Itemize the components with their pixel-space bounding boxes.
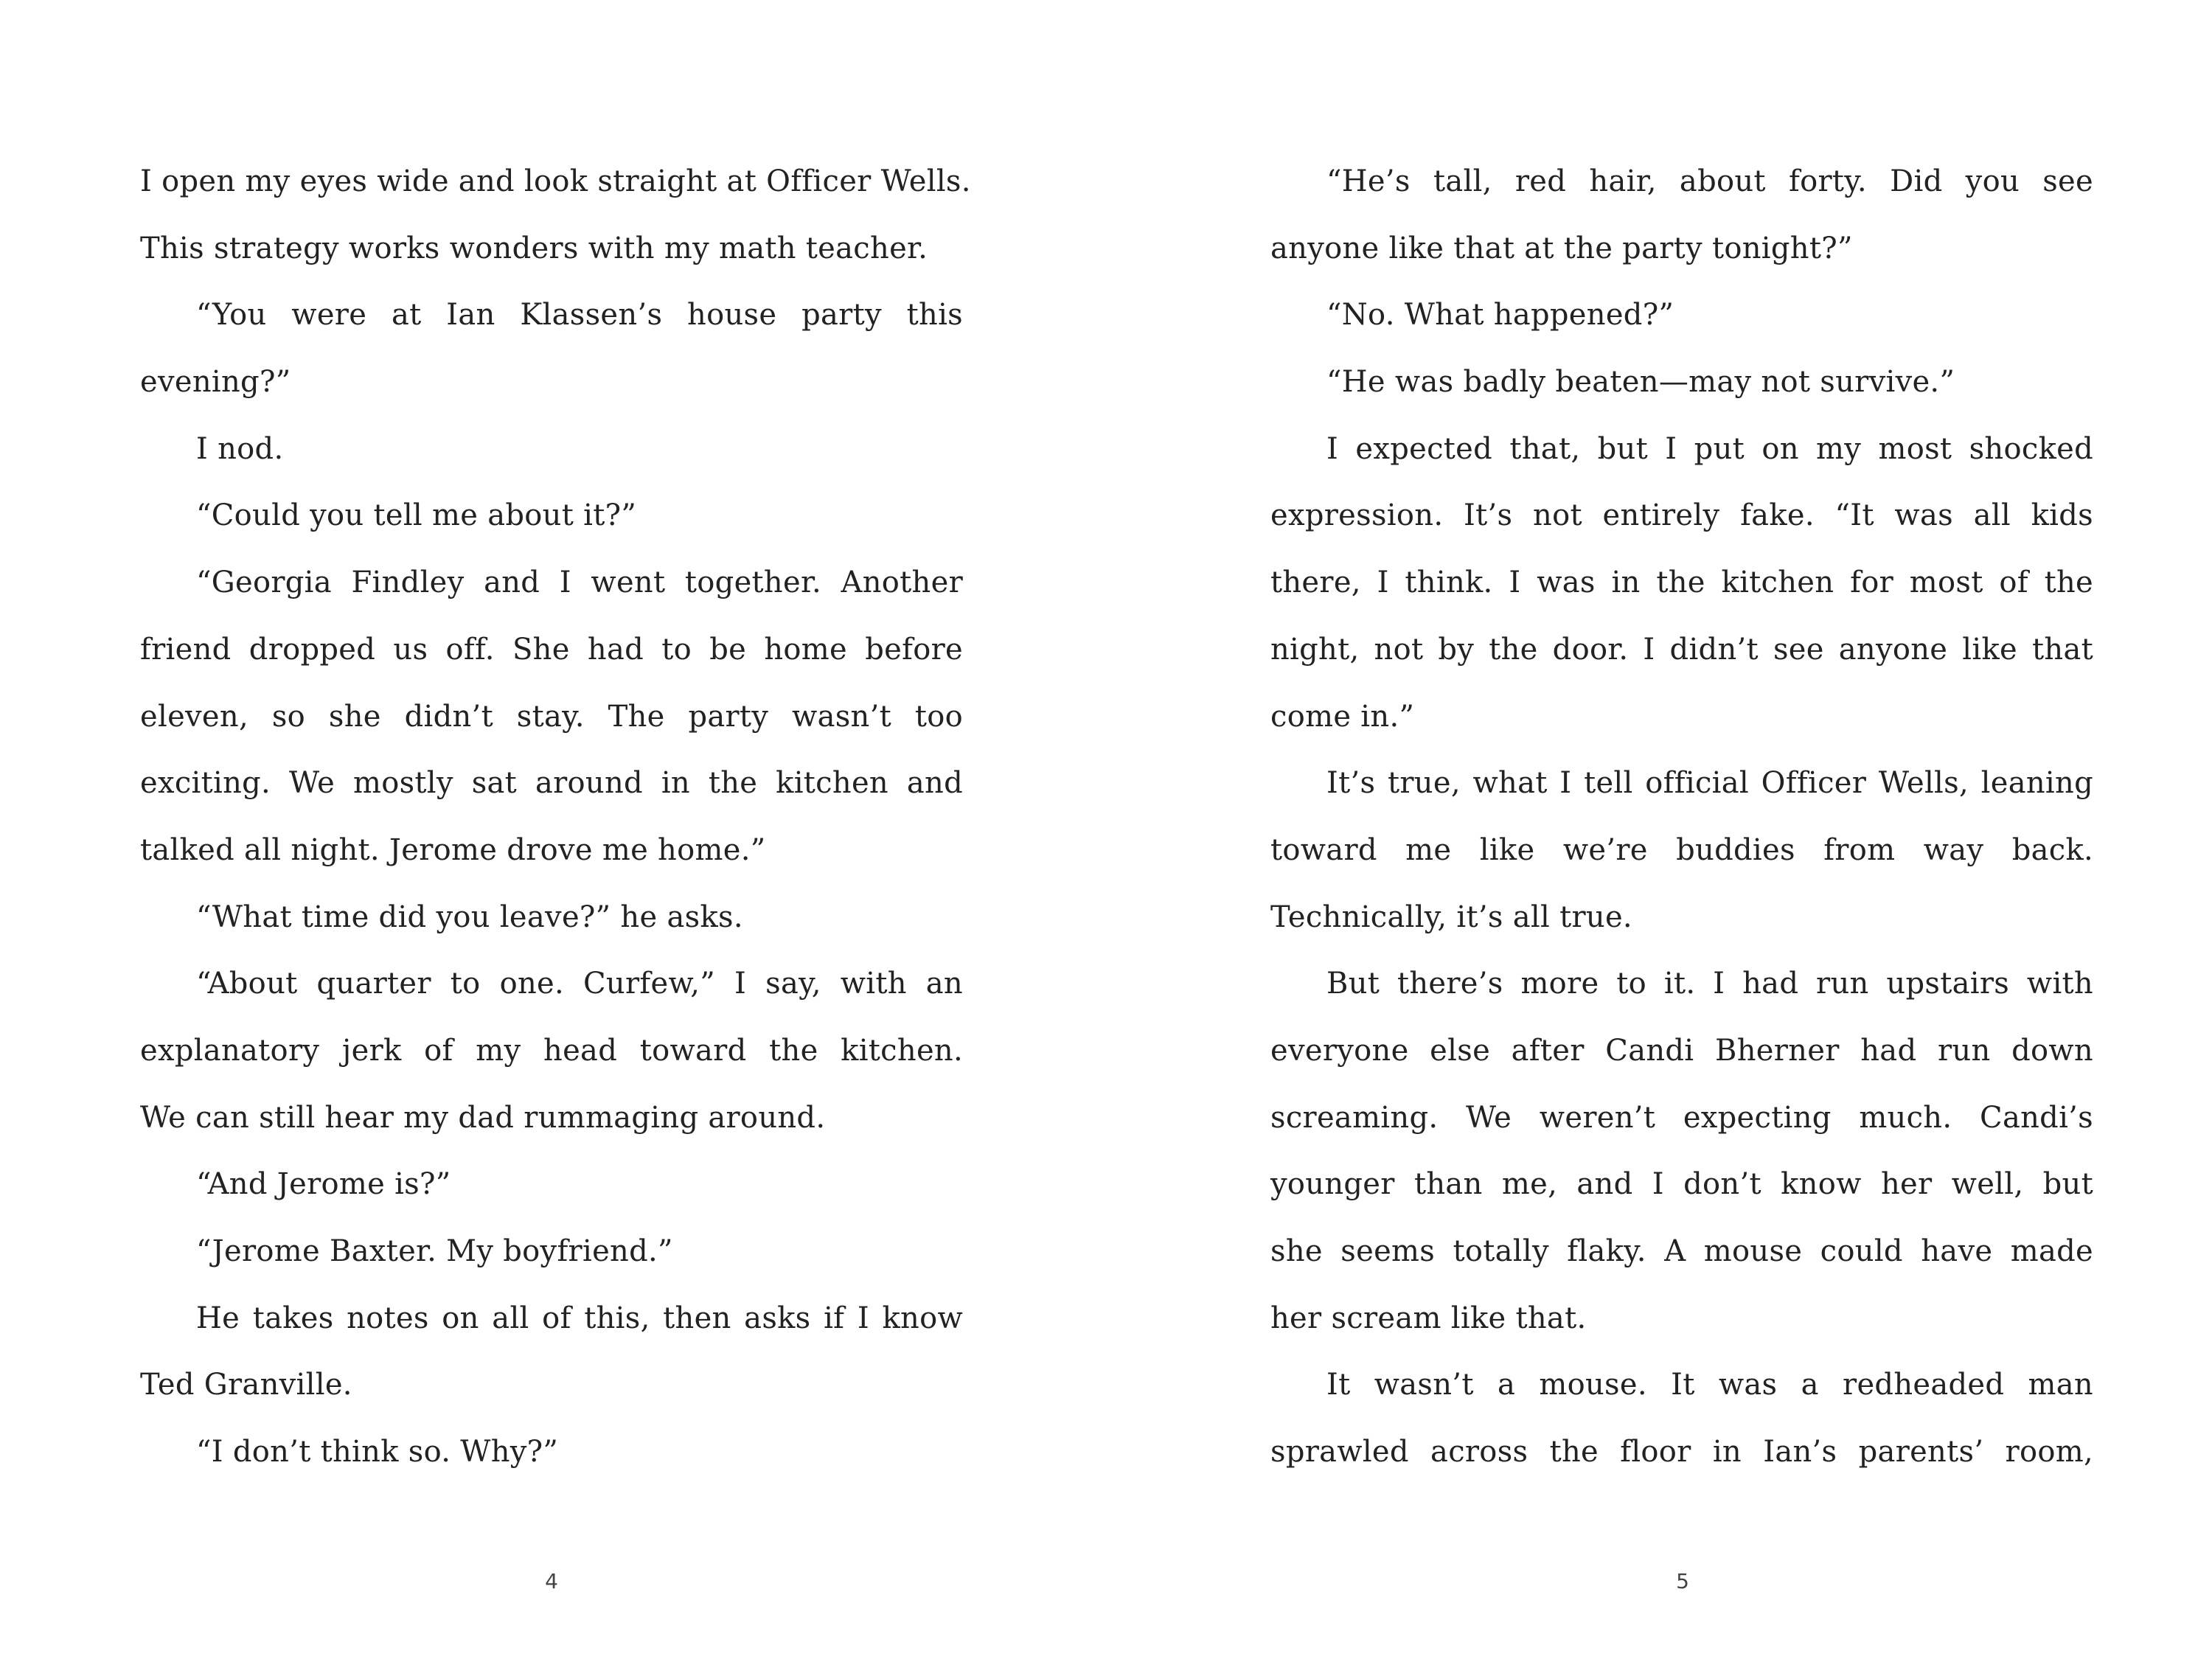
text-line: I open my eyes wide and look straight at Officer Wells. <box>140 164 971 198</box>
text-line: “No. What happened?” <box>1326 298 1674 333</box>
text-line: she seems totally flaky. A mouse could have made <box>1270 1234 2093 1268</box>
left-page-text <box>140 159 971 1496</box>
text-line: talked all night. Jerome drove me home.” <box>140 832 766 867</box>
text-line: toward me like we’re buddies from way back. <box>1270 832 2093 867</box>
text-line: screaming. We weren’t expecting much. Candi’s <box>1270 1100 2093 1135</box>
text-line: eleven, so she didn’t stay. The party wasn’t too <box>140 699 963 734</box>
text-line: Technically, it’s all true. <box>1270 900 1632 934</box>
text-line: This strategy works wonders with my math teacher. <box>140 231 928 265</box>
text-line: He takes notes on all of this, then asks if I know <box>196 1301 963 1335</box>
right-page <box>1106 0 2212 1659</box>
text-line: “He’s tall, red hair, about forty. Did you see <box>1326 164 2093 198</box>
text-line: We can still hear my dad rummaging around. <box>140 1100 826 1135</box>
text-line: night, not by the door. I didn’t see anyone like that <box>1270 632 2093 667</box>
text-line: evening?” <box>140 365 291 400</box>
text-line: Ted Granville. <box>140 1368 352 1402</box>
text-line: expression. It’s not entirely fake. “It was all kids <box>1270 498 2093 533</box>
text-line: It’s true, what I tell official Officer Wells, leaning <box>1326 766 2093 801</box>
text-line: It wasn’t a mouse. It was a redheaded man <box>1326 1368 2093 1402</box>
text-line: But there’s more to it. I had run upstairs with <box>1326 967 2093 1001</box>
text-line: anyone like that at the party tonight?” <box>1270 231 1853 265</box>
text-line: everyone else after Candi Bherner had run down <box>1270 1033 2093 1068</box>
text-line: I nod. <box>196 431 284 466</box>
text-line: explanatory jerk of my head toward the kitchen. <box>140 1033 963 1068</box>
right-page-text <box>1270 159 2093 1496</box>
text-line: “I don’t think so. Why?” <box>196 1435 559 1470</box>
text-line: I expected that, but I put on my most shocked <box>1326 431 2093 466</box>
text-line: “You were at Ian Klassen’s house party this <box>196 298 963 333</box>
text-line: “About quarter to one. Curfew,” I say, with an <box>196 967 963 1001</box>
text-line: younger than me, and I don’t know her well, but <box>1270 1167 2093 1202</box>
text-line: “Jerome Baxter. My boyfriend.” <box>196 1234 673 1268</box>
text-line: “What time did you leave?” he asks. <box>196 900 743 934</box>
text-line: exciting. We mostly sat around in the kitchen and <box>140 766 963 801</box>
text-line: her scream like that. <box>1270 1301 1587 1335</box>
left-page-number: 4 <box>545 1569 558 1593</box>
right-page-number: 5 <box>1676 1569 1689 1593</box>
text-line: “Georgia Findley and I went together. Another <box>196 566 963 600</box>
text-line: “And Jerome is?” <box>196 1167 451 1202</box>
text-line: come in.” <box>1270 699 1415 734</box>
text-line: “Could you tell me about it?” <box>196 498 637 533</box>
text-line: sprawled across the floor in Ian’s parents’ room, <box>1270 1435 2093 1470</box>
text-line: “He was badly beaten—may not survive.” <box>1326 365 1955 400</box>
text-line: friend dropped us off. She had to be home before <box>140 632 963 667</box>
text-line: there, I think. I was in the kitchen for most of the <box>1270 566 2093 600</box>
